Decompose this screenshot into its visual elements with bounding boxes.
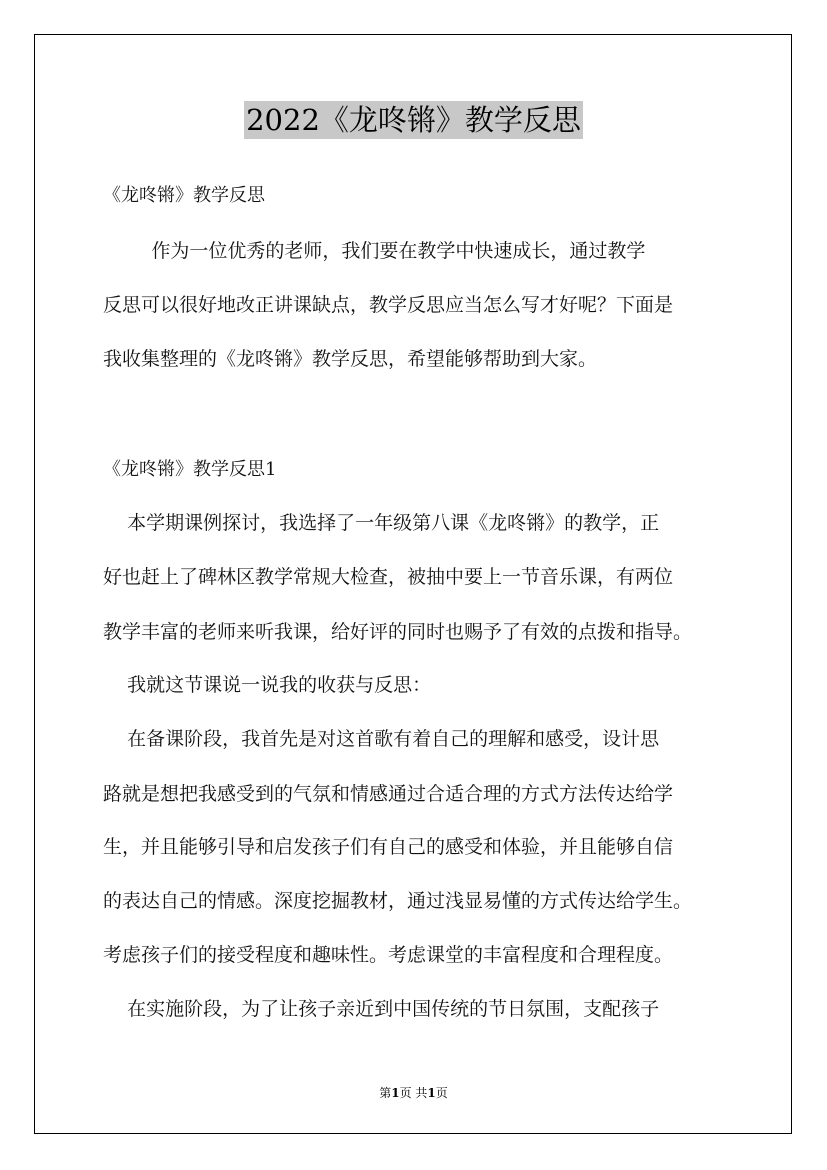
intro-line-3: 我收集整理的《龙咚锵》教学反思，希望能够帮助到大家。 — [103, 348, 598, 370]
body-line-6: 路就是想把我感受到的气氛和情感通过合适合理的方式方法传达给学 — [103, 783, 674, 805]
footer-prefix: 第 — [379, 1086, 392, 1100]
intro-line-1: 作为一位优秀的老师，我们要在教学中快速成长，通过教学 — [103, 240, 646, 262]
body-line-8: 的表达自己的情感。深度挖掘教材，通过浅显易懂的方式传达给学生。 — [103, 890, 693, 912]
body-line-2: 好也赶上了碑林区教学常规大检查，被抽中要上一节音乐课，有两位 — [103, 566, 674, 588]
document-subtitle: 《龙咚锵》教学反思 — [103, 185, 265, 206]
body-line-1: 本学期课例探讨，我选择了一年级第八课《龙咚锵》的教学，正 — [103, 512, 660, 534]
body-line-9: 考虑孩子们的接受程度和趣味性。考虑课堂的丰富程度和合理程度。 — [103, 944, 674, 966]
intro-line-2: 反思可以很好地改正讲课缺点，教学反思应当怎么写才好呢？下面是 — [103, 294, 674, 316]
body-line-7: 生，并且能够引导和启发孩子们有自己的感受和体验，并且能够自信 — [103, 836, 674, 858]
body-line-3: 教学丰富的老师来听我课，给好评的同时也赐予了有效的点拨和指导。 — [103, 621, 693, 643]
body-line-10: 在实施阶段，为了让孩子亲近到中国传统的节日氛围，支配孩子 — [103, 998, 660, 1020]
footer-mid: 页 共 — [399, 1086, 428, 1100]
footer-suffix: 页 — [435, 1086, 448, 1100]
document-title — [0, 98, 827, 142]
body-line-5: 在备课阶段，我首先是对这首歌有着自己的理解和感受，设计思 — [103, 728, 660, 750]
footer-page-total: 1 — [427, 1086, 436, 1100]
body-line-4: 我就这节课说一说我的收获与反思： — [103, 674, 432, 696]
footer-page-number: 1 — [391, 1086, 400, 1100]
document-title-text: 2022《龙咚锵》教学反思 — [246, 103, 581, 137]
section-heading: 《龙咚锵》教学反思1 — [103, 459, 277, 480]
page-footer — [0, 1084, 827, 1101]
